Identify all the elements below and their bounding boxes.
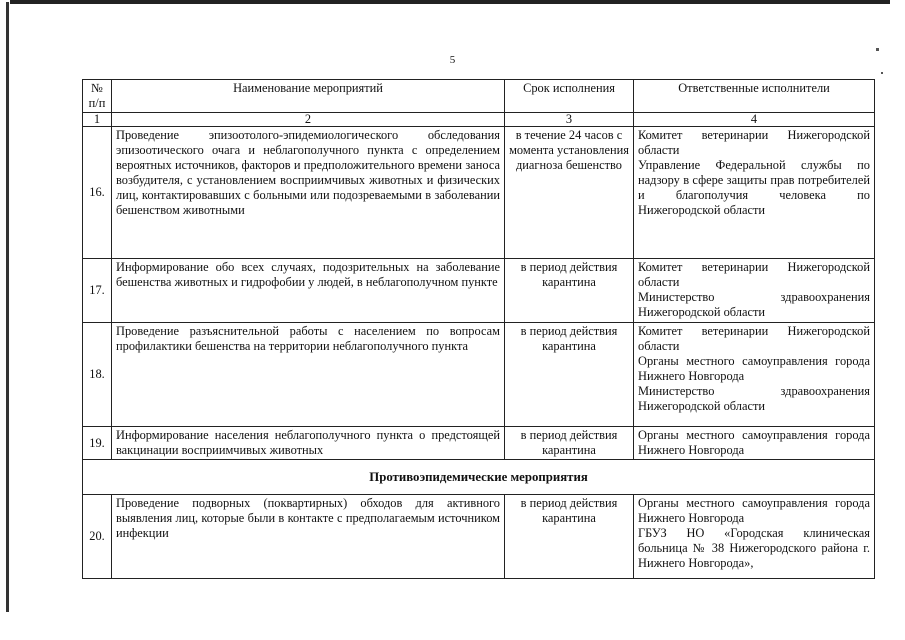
- row-number: 19.: [83, 427, 112, 460]
- activity-cell: Проведение разъяснительной работы с населением по вопросам профилактики бешенства на территории неблагополучного пункта: [112, 323, 505, 427]
- section-title: Противоэпидемические мероприятия: [83, 460, 875, 495]
- activity-cell: Информирование населения неблагополучного пункта о предстоящей вакцинации восприимчивых животных: [112, 427, 505, 460]
- row-number: 16.: [83, 127, 112, 259]
- responsible-entry: Органы местного самоуправления города Нижнего Новгорода: [638, 354, 870, 383]
- responsible-entry: Комитет ветеринарии Нижегородской области: [638, 260, 870, 289]
- activity-cell: Информирование обо всех случаях, подозрительных на заболевание бешенства животных и гидрофобии у людей, в неблагополучном пункте: [112, 259, 505, 323]
- responsible-entry: ГБУЗ НО «Городская клиническая больница № 38 Нижегородского района г. Нижнего Новгорода»,: [638, 526, 870, 570]
- term-cell: в период действия карантина: [505, 323, 634, 427]
- activity-cell: Проведение эпизоотолого-эпидемиологического обследования эпизоотического очага и неблагополучного пункта с определением вероятных источников, факторов и предположительного времени заноса возбудителя, с установлением восприимчивых животных и физических лиц, контактировавших с больными или подозреваемыми в заболевании бешенством животными: [112, 127, 505, 259]
- table-row: [83, 127, 875, 259]
- row-number: 18.: [83, 323, 112, 427]
- table-row: [83, 259, 875, 323]
- scan-speck: [876, 48, 879, 51]
- section-body: [83, 460, 875, 495]
- row-number: 20.: [83, 495, 112, 579]
- col-number: 4: [634, 113, 875, 127]
- header-responsible: Ответственные исполнители: [634, 80, 875, 113]
- responsible-entry: Комитет ветеринарии Нижегородской области: [638, 128, 870, 157]
- column-number-row: [83, 113, 875, 127]
- page-number: 5: [449, 54, 456, 66]
- responsible-entry: Министерство здравоохранения Нижегородской области: [638, 384, 870, 413]
- section-row: [83, 460, 875, 495]
- header-term: Срок исполнения: [505, 80, 634, 113]
- table-row: [83, 495, 875, 579]
- responsible-cell: [634, 495, 875, 579]
- scan-speck: [881, 72, 883, 74]
- table-body-after: [83, 495, 875, 579]
- responsible-entry: Органы местного самоуправления города Нижнего Новгорода: [638, 428, 870, 457]
- term-cell: в течение 24 часов с момента установления диагноза бешенство: [505, 127, 634, 259]
- scan-left-border: [6, 2, 9, 612]
- term-cell: в период действия карантина: [505, 259, 634, 323]
- responsible-cell: [634, 323, 875, 427]
- row-number: 17.: [83, 259, 112, 323]
- scan-top-border: [10, 0, 890, 4]
- table-header-row: [83, 80, 875, 113]
- responsible-cell: [634, 259, 875, 323]
- table-row: [83, 323, 875, 427]
- measures-table: [82, 79, 875, 579]
- responsible-cell: [634, 127, 875, 259]
- header-num: № п/п: [83, 80, 112, 113]
- responsible-entry: Министерство здравоохранения Нижегородской области: [638, 290, 870, 319]
- header-activity: Наименование мероприятий: [112, 80, 505, 113]
- responsible-cell: [634, 427, 875, 460]
- term-cell: в период действия карантина: [505, 495, 634, 579]
- responsible-entry: Органы местного самоуправления города Нижнего Новгорода: [638, 496, 870, 525]
- col-number: 2: [112, 113, 505, 127]
- col-number: 3: [505, 113, 634, 127]
- col-number: 1: [83, 113, 112, 127]
- activity-cell: Проведение подворных (поквартирных) обходов для активного выявления лиц, которые были в контакте с предполагаемым источником инфекции: [112, 495, 505, 579]
- table-body: [83, 127, 875, 460]
- term-cell: в период действия карантина: [505, 427, 634, 460]
- responsible-entry: Управление Федеральной службы по надзору в сфере защиты прав потребителей и благополучия человека по Нижегородской области: [638, 158, 870, 217]
- responsible-entry: Комитет ветеринарии Нижегородской области: [638, 324, 870, 353]
- table-row: [83, 427, 875, 460]
